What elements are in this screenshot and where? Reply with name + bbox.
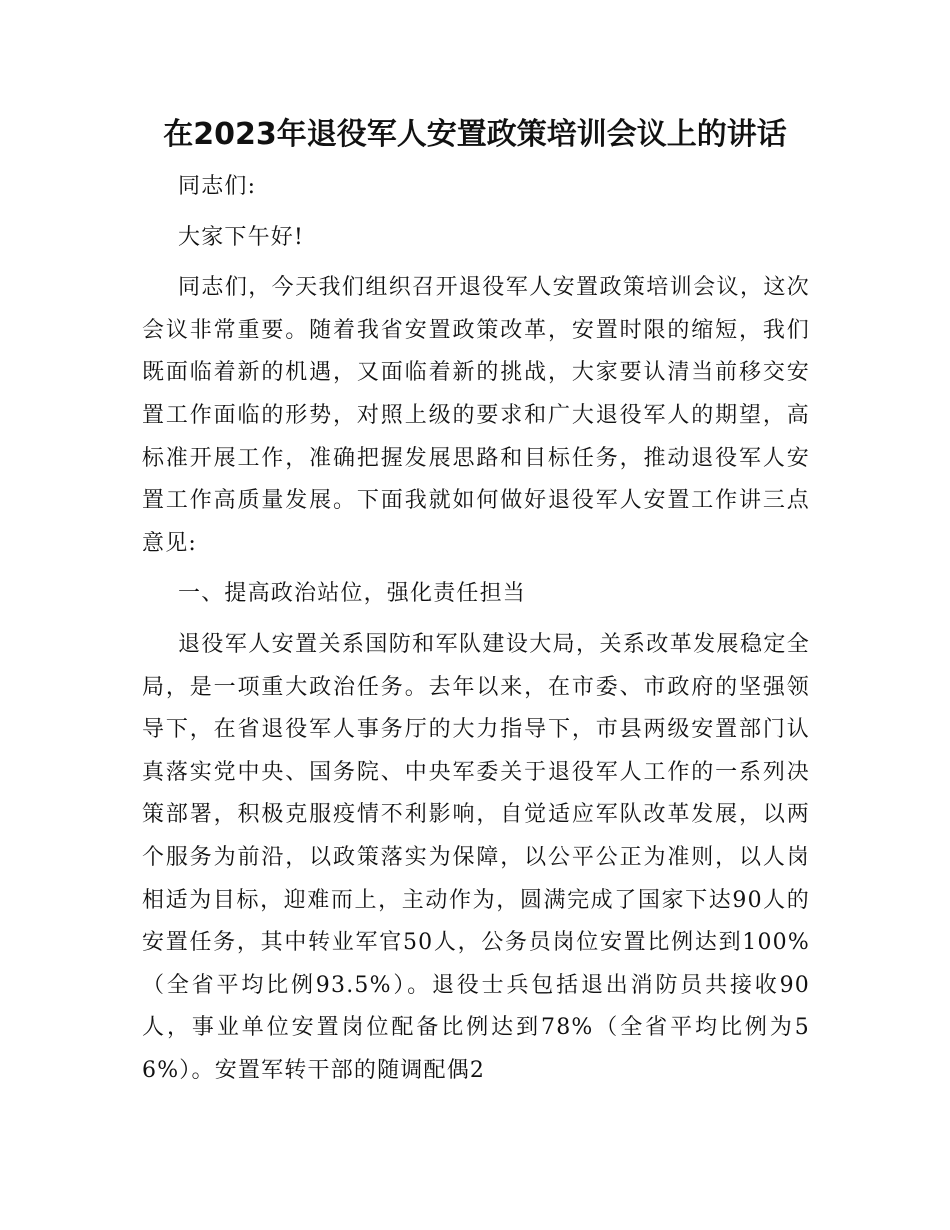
section-heading-1: 一、提高政治站位，强化责任担当 [178,581,527,607]
salutation-paragraph: 同志们: [178,174,257,199]
section-1-paragraph: 退役军人安置关系国防和军队建设大局，关系改革发展稳定全局，是一项重大政治任务。去年以来，在市委、市政府的坚强领导下，在省退役军人事务厅的大力指导下，市县两级安置部门认真落实党中央、国务院、中央军委关于退役军人工作的一系列决策部署，积极克服疫情不利影响，自觉适应军队改革发展，以两个服务为前沿，以政策落实为保障，以公平公正为准则，以人岗相适为目标，迎难而上，主动作为，圆满完成了国家下达90人的安置任务，其中转业军官50人，公务员岗位安置比例达到100%（全省平均比例93.5%）。退役士兵包括退出消防员共接收90人，事业单位安置岗位配备比例达到78%（全省平均比例为56%）。安置军转干部的随调配偶2 [142,631,810,1083]
greeting-paragraph: 大家下午好! [178,224,305,250]
document-body [142,166,810,1092]
intro-paragraph: 同志们，今天我们组织召开退役军人安置政策培训会议，这次会议非常重要。随着我省安置政策改革，安置时限的缩短，我们既面临着新的机遇，又面临着新的挑战，大家要认清当前移交安置工作面临的形势，对照上级的要求和广大退役军人的期望，高标准开展工作，准确把握发展思路和目标任务，推动退役军人安置工作高质量发展。下面我就如何做好退役军人安置工作讲三点意见: [142,275,810,556]
document-title: 在2023年退役军人安置政策培训会议上的讲话 [163,117,787,152]
